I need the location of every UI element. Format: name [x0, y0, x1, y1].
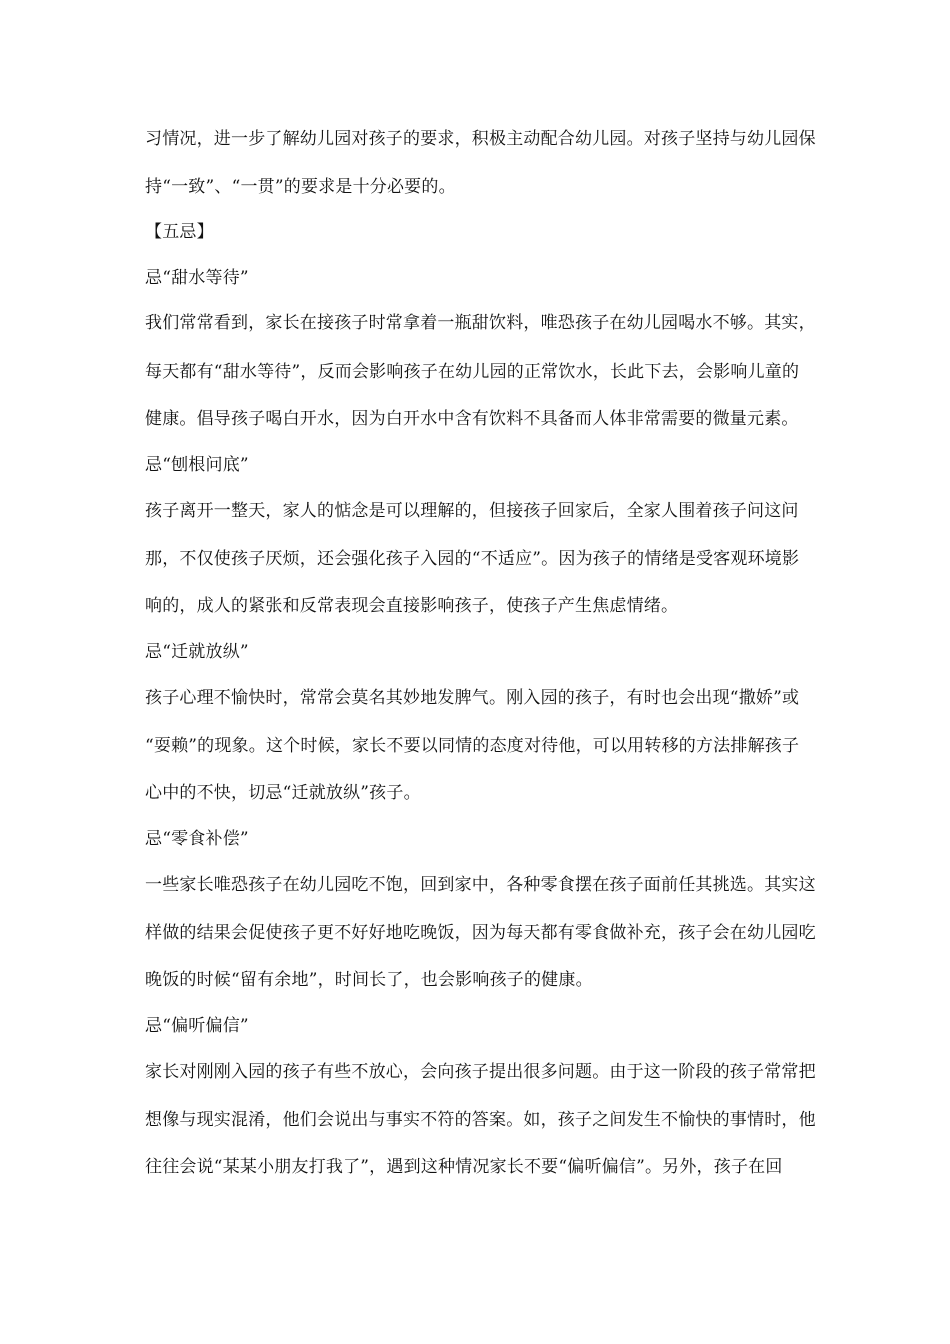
- paragraph-line: 孩子心理不愉快时，常常会莫名其妙地发脾气。刚入园的孩子，有时也会出现“撒娇”或: [145, 688, 800, 708]
- paragraph-line: 孩子离开一整天，家人的惦念是可以理解的，但接孩子回家后，全家人围着孩子问这问: [145, 501, 799, 521]
- paragraph-line: 心中的不快，切忌“迁就放纵”孩子。: [145, 783, 421, 803]
- subheading: 忌“刨根问底”: [145, 455, 249, 475]
- paragraph-line: 健康。倡导孩子喝白开水，因为白开水中含有饮料不具备而人体非常需要的微量元素。: [145, 409, 799, 429]
- paragraph-line: 一些家长唯恐孩子在幼儿园吃不饱，回到家中，各种零食摆在孩子面前任其挑选。其实这: [145, 875, 816, 895]
- paragraph-line: 那，不仅使孩子厌烦，还会强化孩子入园的“不适应”。因为孩子的情绪是受客观环境影: [145, 549, 800, 569]
- subheading: 忌“甜水等待”: [145, 268, 249, 288]
- paragraph-line: 每天都有“甜水等待”，反而会影响孩子在幼儿园的正常饮水，长此下去，会影响儿童的: [145, 362, 800, 382]
- paragraph-line: 家长对刚刚入园的孩子有些不放心，会向孩子提出很多问题。由于这一阶段的孩子常常把: [145, 1062, 816, 1082]
- paragraph-line: 习情况，进一步了解幼儿园对孩子的要求，积极主动配合幼儿园。对孩子坚持与幼儿园保: [145, 129, 816, 149]
- paragraph-line: 响的，成人的紧张和反常表现会直接影响孩子，使孩子产生焦虑情绪。: [145, 596, 679, 616]
- paragraph-line: 持“一致”、“一贯”的要求是十分必要的。: [145, 177, 456, 197]
- subheading: 忌“零食补偿”: [145, 829, 249, 849]
- subheading: 忌“迁就放纵”: [145, 642, 249, 662]
- section-heading: 【五忌】: [145, 222, 214, 242]
- paragraph-line: 想像与现实混淆，他们会说出与事实不符的答案。如，孩子之间发生不愉快的事情时，他: [145, 1110, 816, 1130]
- paragraph-line: “耍赖”的现象。这个时候，家长不要以同情的态度对待他，可以用转移的方法排解孩子: [145, 736, 800, 756]
- subheading: 忌“偏听偏信”: [145, 1016, 249, 1036]
- paragraph-line: 我们常常看到，家长在接孩子时常拿着一瓶甜饮料，唯恐孩子在幼儿园喝水不够。其实，: [145, 313, 816, 333]
- paragraph-line: 样做的结果会促使孩子更不好好地吃晚饭，因为每天都有零食做补充，孩子会在幼儿园吃: [145, 923, 816, 943]
- paragraph-line: 往往会说“某某小朋友打我了”，遇到这种情况家长不要“偏听偏信”。另外，孩子在回: [145, 1157, 783, 1177]
- paragraph-line: 晚饭的时候“留有余地”，时间长了，也会影响孩子的健康。: [145, 970, 593, 990]
